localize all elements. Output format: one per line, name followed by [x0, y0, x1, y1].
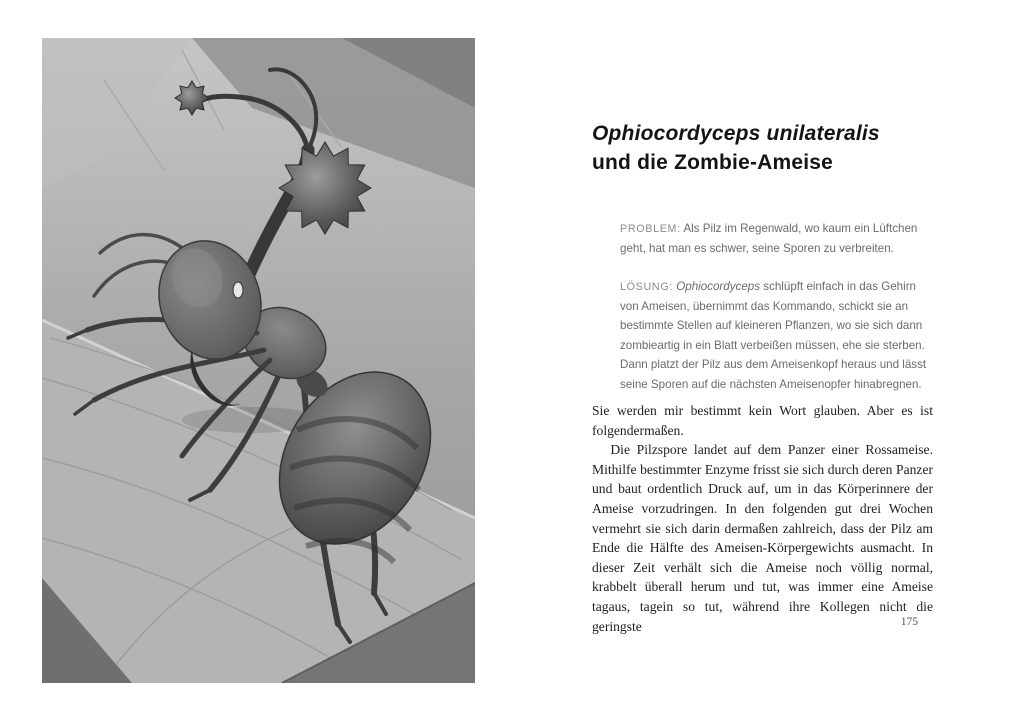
body-text: [592, 401, 933, 636]
solution-text: schlüpft einfach in das Gehirn von Ameisen, übernimmt das Kommando, schickt sie an bestimmte Stellen auf kleineren Pflanzen, wo sie sich dann zombieartig in ein Blatt verbeißen müssen, ehe sie sterben. Dann platzt der Pilz aus dem Ameisenkopf heraus und lässt seine Sporen auf die nächsten Ameisenopfer hinabregnen.: [620, 279, 927, 391]
zombie-ant-drawing: [42, 38, 475, 683]
body-paragraph-1: Sie werden mir bestimmt kein Wort glauben. Aber es ist folgendermaßen.: [592, 403, 933, 438]
ant-eye: [233, 282, 243, 298]
problem-label: PROBLEM:: [620, 222, 681, 235]
chapter-title: [592, 120, 952, 178]
body-paragraph-2: Die Pilzspore landet auf dem Panzer einer Rossameise. Mithilfe bestimmter Enzyme frisst sie sich durch deren Panzer und baut ordentlich Druck auf, um in das Körperinnere der Ameise vorzudringen. In den folgenden gut drei Wochen vermehrt sie sich darin dermaßen zahlreich, dass der Pilz am Ende die Hälfte des Ameisen-Körpergewichts ausmacht. In dieser Zeit verhält sich die Ameise noch völlig normal, krabbelt überall herum und tut, was immer eine Ameise tagaus, tagein so tut, während ihre Kollegen nicht die geringste: [592, 442, 933, 634]
problem-text: Als Pilz im Regenwald, wo kaum ein Lüftchen geht, hat man es schwer, seine Sporen zu verbreiten.: [620, 221, 918, 255]
page-number: 175: [900, 616, 918, 628]
solution-label: LÖSUNG:: [620, 280, 674, 293]
chapter-title-species: Ophiocordyceps unilateralis: [592, 122, 880, 146]
zombie-ant-illustration: [42, 38, 475, 683]
fungus-spore-capsule: [175, 81, 209, 115]
chapter-title-subtitle: und die Zombie-Ameise: [592, 151, 834, 175]
solution-paragraph: [620, 277, 934, 394]
problem-paragraph: [620, 219, 934, 259]
solution-species-name: Ophiocordyceps: [676, 279, 761, 293]
